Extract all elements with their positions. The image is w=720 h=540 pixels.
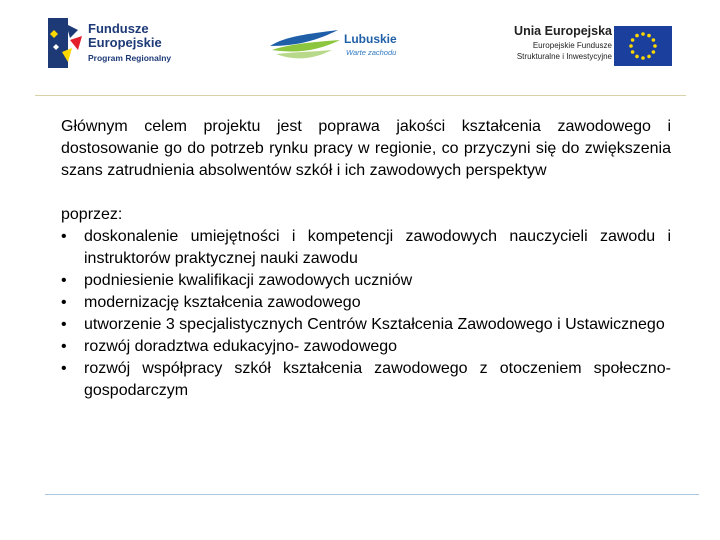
- bullet: •: [61, 316, 67, 333]
- fe-program: Program Regionalny: [88, 53, 172, 63]
- bullet: •: [61, 294, 67, 311]
- list-item-text: utworzenie 3 specjalistycznych Centrów Kształcenia Zawodowego i Ustawicznego: [84, 316, 665, 333]
- list-item-text: podniesienie kwalifikacji zawodowych uczniów: [84, 272, 413, 289]
- list-item: [61, 336, 671, 358]
- eu-title: Unia Europejska: [514, 24, 612, 38]
- list-item-text: rozwój doradztwa edukacyjno- zawodowego: [84, 338, 398, 355]
- list-item: [61, 270, 671, 292]
- list-item: [61, 226, 671, 270]
- unia-europejska-logo: [488, 22, 678, 72]
- bullet: •: [61, 338, 67, 355]
- lubuskie-title: Lubuskie: [344, 32, 397, 46]
- fundusze-europejskie-emblem-icon: [48, 16, 84, 70]
- fe-line2: Europejskie: [88, 35, 162, 50]
- lubuskie-wave-icon: [268, 24, 342, 66]
- goals-list: [61, 226, 671, 402]
- list-item-text: doskonalenie umiejętności i kompetencji zawodowych nauczycieli zawodu i instruktorów praktycznej nauki zawodu: [84, 228, 671, 267]
- fe-line1: Fundusze: [88, 21, 149, 36]
- bullet: •: [61, 272, 67, 289]
- bullet: •: [61, 360, 67, 377]
- header-divider: [35, 95, 686, 96]
- header-logos: [0, 0, 720, 90]
- intro-paragraph: Głównym celem projektu jest poprawa jakości kształcenia zawodowego i dostosowanie go do potrzeb rynku pracy w regionie, co przyczyni się do zwiększenia szans zatrudnienia absolwentów szkół i ich zawodowych perspektyw: [61, 118, 671, 179]
- lubuskie-tagline: Warte zachodu: [346, 48, 397, 57]
- poprzez-label: poprzez:: [61, 206, 123, 223]
- fundusze-europejskie-logo: [48, 16, 208, 72]
- list-item: [61, 358, 671, 402]
- list-item-text: modernizację kształcenia zawodowego: [84, 294, 361, 311]
- main-content: [61, 116, 671, 402]
- list-item-text: rozwój współpracy szkół kształcenia zawodowego z otoczeniem społeczno- gospodarczym: [84, 360, 671, 399]
- list-item: [61, 292, 671, 314]
- eu-sub2: Strukturalne i Inwestycyjne: [516, 52, 612, 61]
- footer-divider: [45, 494, 699, 495]
- lubuskie-logo: [268, 24, 408, 70]
- eu-flag-icon: [614, 26, 672, 66]
- eu-sub1: Europejskie Fundusze: [532, 41, 612, 50]
- bullet: •: [61, 228, 67, 245]
- list-item: [61, 314, 671, 336]
